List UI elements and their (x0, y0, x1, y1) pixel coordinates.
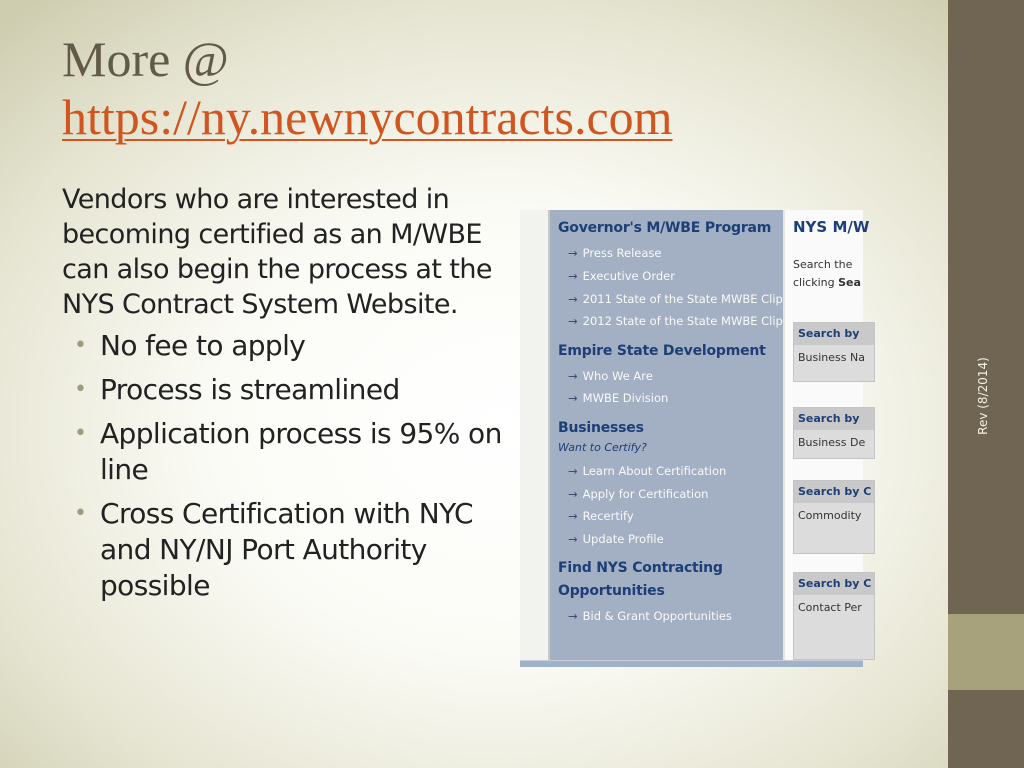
nav-heading-opportunities: Opportunities (558, 583, 665, 599)
main-text-bold: Sea (838, 276, 861, 289)
main-text-line (793, 276, 861, 289)
bullet-list (62, 328, 512, 604)
nav-link-label: 2012 State of the State MWBE Clip (582, 314, 783, 328)
arrow-icon: → (568, 292, 578, 306)
search-box-label: Business Na (798, 351, 865, 364)
search-box-header: Search by (794, 408, 874, 430)
search-box[interactable] (793, 407, 875, 459)
search-box-label: Commodity (798, 509, 862, 522)
nav-link-label: Recertify (582, 509, 634, 523)
nav-link-label: Bid & Grant Opportunities (582, 609, 732, 623)
nav-link-label: Apply for Certification (582, 487, 709, 501)
arrow-icon: → (568, 509, 578, 523)
nav-link-press-release[interactable] (568, 246, 662, 260)
nav-link-2011-clip[interactable] (568, 292, 783, 306)
nav-subheading-certify: Want to Certify? (558, 441, 647, 454)
arrow-icon: → (568, 609, 578, 623)
nav-heading-program: Governor's M/WBE Program (558, 220, 772, 236)
arrow-icon: → (568, 391, 578, 405)
nav-heading-esd: Empire State Development (558, 343, 766, 359)
search-box-label: Contact Per (798, 601, 862, 614)
nav-link-label: Learn About Certification (582, 464, 727, 478)
nav-link-label: Press Release (582, 246, 662, 260)
bullet-item: • No fee to apply (62, 328, 512, 364)
screenshot-bottom-bar (520, 660, 863, 667)
arrow-icon: → (568, 532, 578, 546)
nav-link-label: Executive Order (582, 269, 675, 283)
search-box[interactable] (793, 322, 875, 382)
sidebar-accent-block (948, 614, 1024, 690)
slide-body (62, 182, 512, 612)
arrow-icon: → (568, 314, 578, 328)
arrow-icon: → (568, 464, 578, 478)
main-text-prefix: clicking (793, 276, 839, 289)
title-line: More @ (62, 31, 229, 87)
nav-link-apply-certification[interactable] (568, 487, 708, 501)
arrow-icon: → (568, 487, 578, 501)
arrow-icon: → (568, 269, 578, 283)
nav-link-executive-order[interactable] (568, 269, 675, 283)
nav-link-who-we-are[interactable] (568, 369, 653, 383)
nav-link-bid-grant[interactable] (568, 609, 732, 623)
intro-paragraph: Vendors who are interested in becoming certified as an M/WBE can also begin the process at the NYS Contract System Website. (62, 184, 492, 320)
screenshot-left-margin (520, 210, 550, 666)
nav-link-label: Update Profile (582, 532, 664, 546)
nav-link-mwbe-division[interactable] (568, 391, 668, 405)
main-title: NYS M/W (793, 218, 870, 236)
search-box-label: Business De (798, 436, 866, 449)
nav-link-recertify[interactable] (568, 509, 634, 523)
website-link[interactable]: https://ny.newnycontracts.com (62, 89, 673, 145)
arrow-icon: → (568, 369, 578, 383)
slide-title (62, 30, 673, 146)
nav-heading-businesses: Businesses (558, 420, 644, 436)
search-box[interactable] (793, 572, 875, 660)
nav-link-label: Who We Are (582, 369, 653, 383)
main-text-line: Search the (793, 258, 853, 271)
search-box-header: Search by C (794, 481, 874, 503)
search-box-header: Search by (794, 323, 874, 345)
bullet-item: • Application process is 95% on line (62, 416, 512, 488)
nav-link-learn-certification[interactable] (568, 464, 726, 478)
arrow-icon: → (568, 246, 578, 260)
bullet-item: • Cross Certification with NYC and NY/NJ Port Authority possible (62, 496, 512, 604)
screenshot-main-panel (785, 210, 872, 660)
website-screenshot (520, 210, 872, 666)
screenshot-nav-panel (550, 210, 783, 660)
nav-heading-find-contracting: Find NYS Contracting (558, 560, 723, 576)
bullet-item: • Process is streamlined (62, 372, 512, 408)
nav-link-label: 2011 State of the State MWBE Clip (582, 292, 783, 306)
search-box[interactable] (793, 480, 875, 554)
nav-link-label: MWBE Division (582, 391, 669, 405)
nav-link-update-profile[interactable] (568, 532, 664, 546)
nav-link-2012-clip[interactable] (568, 314, 783, 328)
search-box-header: Search by C (794, 573, 874, 595)
revision-label: Rev (8/2014) (976, 357, 990, 435)
